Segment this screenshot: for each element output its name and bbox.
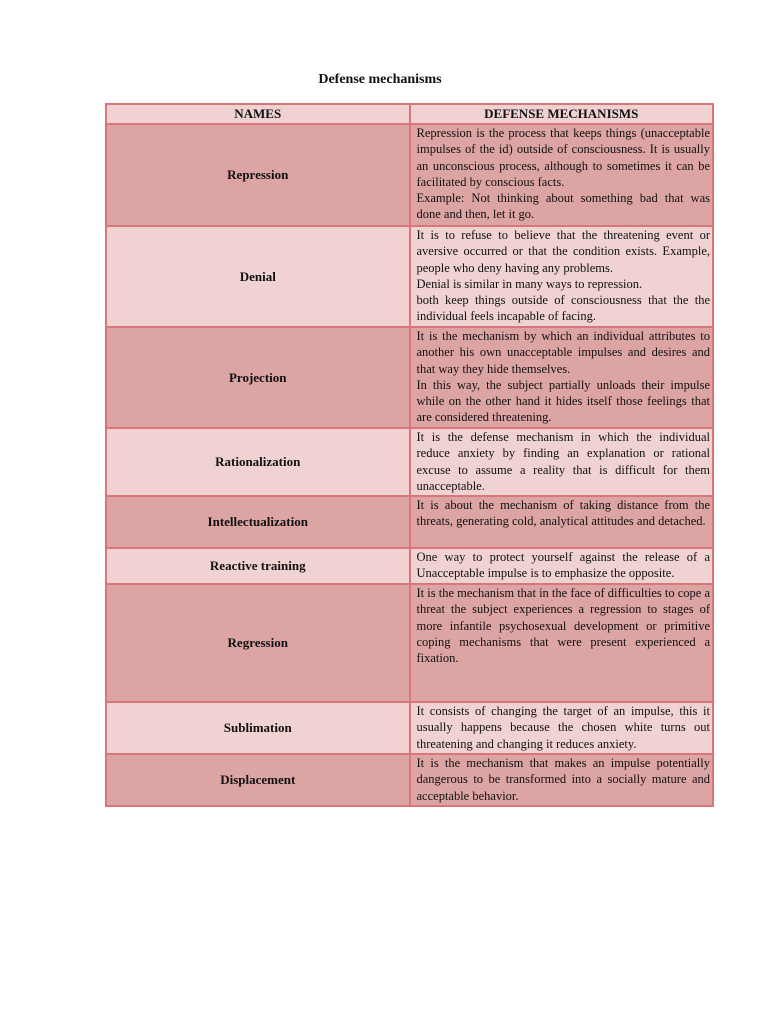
mechanism-description: One way to protect yourself against the release of a Unacceptable impulse is to emphasize the opposite. [411,549,713,583]
mechanism-description: It is the mechanism that in the face of difficulties to cope a threat the subject experiences a regression to stages of more infantile psychosexual development or primitive coping mechanisms that were present experienced a fixation. [411,585,713,701]
mechanism-name: Displacement [107,755,409,805]
document-title: Defense mechanisms [318,72,442,87]
mechanism-name: Sublimation [107,703,409,753]
mechanism-description: It consists of changing the target of an impulse, this it usually happens because the chosen white turns out threatening and changing it reduces anxiety. [411,703,713,753]
header-names: NAMES [107,105,409,123]
table-row [107,227,712,326]
mechanism-description: It is the defense mechanism in which the individual reduce anxiety by finding an explanation or rational excuse to assume a reality that is difficult for them unacceptable. [411,429,713,495]
mechanism-description: It is the mechanism by which an individual attributes to another his own unacceptable impulses and desires and that way they hide themselves. In this way, the subject partially unloads their impulse while on the other hand it hides itself those feelings that are considered threatening. [411,328,713,427]
table-header-row [107,105,712,123]
mechanism-name: Denial [107,227,409,326]
table-row [107,125,712,225]
table-row [107,497,712,547]
mechanism-name: Rationalization [107,429,409,495]
mechanism-name: Projection [107,328,409,427]
table-row [107,549,712,583]
table-row [107,585,712,701]
mechanism-name: Intellectualization [107,497,409,547]
mechanism-description: Repression is the process that keeps things (unacceptable impulses of the id) outside of consciousness. It is usually an unconscious process, although to sometimes it can be facilitated by conscious facts. Example: Not thinking about something bad that was done and then, let it go. [411,125,713,225]
table-row [107,328,712,427]
mechanism-name: Regression [107,585,409,701]
mechanism-description: It is the mechanism that makes an impulse potentially dangerous to be transformed into a socially mature and acceptable behavior. [411,755,713,805]
mechanism-name: Reactive training [107,549,409,583]
table-row [107,429,712,495]
table-row [107,703,712,753]
mechanism-name: Repression [107,125,409,225]
defense-mechanisms-table [105,103,714,807]
header-defense-mechanisms: DEFENSE MECHANISMS [411,105,713,123]
mechanism-description: It is to refuse to believe that the threatening event or aversive occurred or that the condition exists. Example, people who deny having any problems. Denial is similar in many ways to repression. both keep things outside of consciousness that the the individual feels incapable of facing. [411,227,713,326]
mechanism-description: It is about the mechanism of taking distance from the threats, generating cold, analytical attitudes and detached. [411,497,713,547]
table-row [107,755,712,805]
